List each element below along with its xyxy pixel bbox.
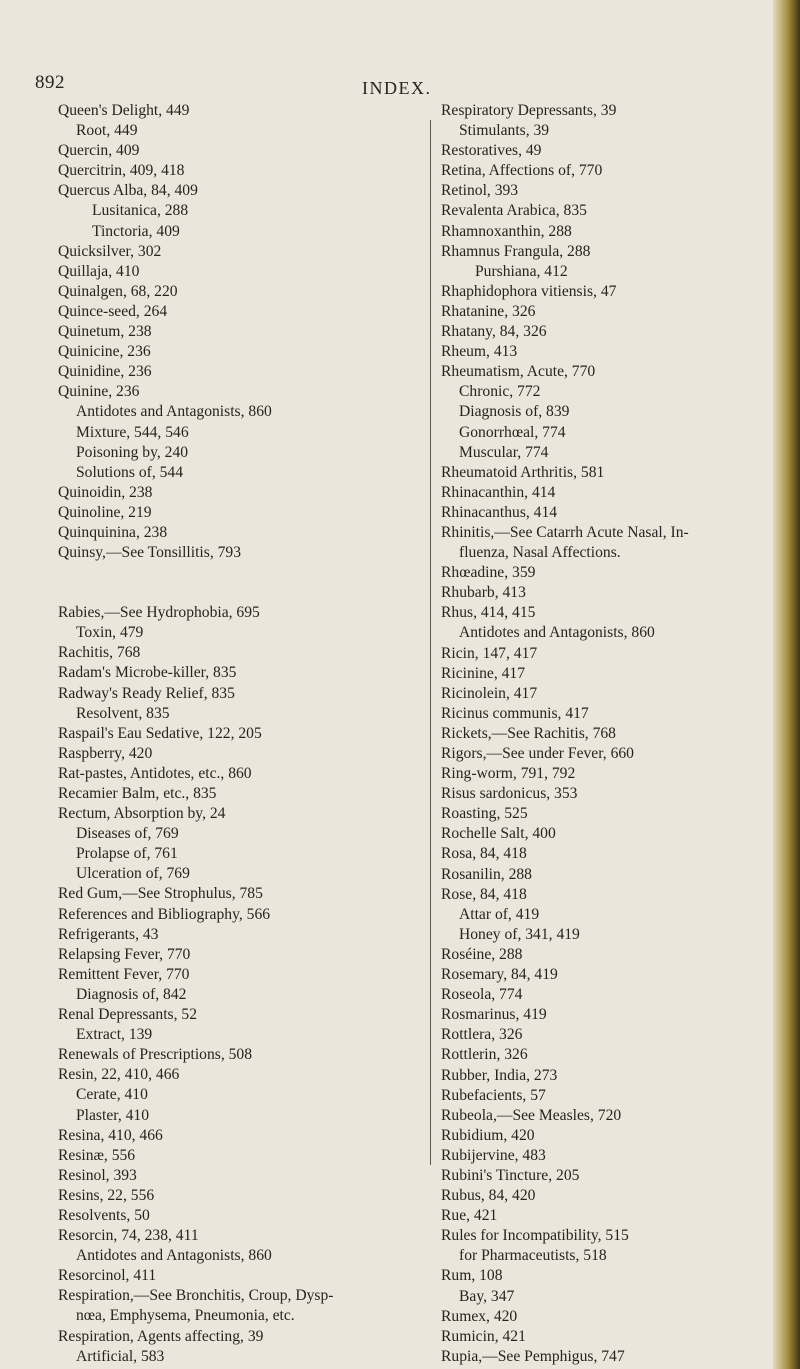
index-entry: Rubini's Tincture, 205 [441, 1166, 580, 1184]
index-entry: nœa, Emphysema, Pneumonia, etc. [76, 1307, 295, 1325]
index-entry: Rumex, 420 [441, 1307, 518, 1325]
index-entry: Antidotes and Antagonists, 860 [76, 1247, 272, 1265]
index-entry: Renewals of Prescriptions, 508 [58, 1046, 253, 1064]
index-entry: Quercus Alba, 84, 409 [58, 182, 198, 200]
index-entry: Rubber, India, 273 [441, 1066, 558, 1084]
page-number: 892 [35, 72, 65, 93]
index-entry: Quinoidin, 238 [58, 483, 153, 501]
index-entry: Rachitis, 768 [58, 644, 141, 662]
index-entry: Rottlera, 326 [441, 1026, 523, 1044]
section-gap [58, 563, 414, 603]
index-entry: Rhatanine, 326 [441, 302, 536, 320]
index-entry: Rubijervine, 483 [441, 1146, 546, 1164]
index-entry: Antidotes and Antagonists, 860 [76, 403, 272, 421]
index-entry: Resorcinol, 411 [58, 1267, 157, 1285]
index-column-left [58, 101, 414, 1367]
index-entry: Rhatany, 84, 326 [441, 323, 547, 341]
index-entry: Rheumatoid Arthritis, 581 [441, 463, 605, 481]
index-entry: Respiratory Depressants, 39 [441, 102, 617, 119]
index-entry: Diagnosis of, 842 [76, 985, 187, 1003]
index-entry: Renal Depressants, 52 [58, 1006, 198, 1024]
index-entry: Rue, 421 [441, 1207, 498, 1225]
index-entry: Rubefacients, 57 [441, 1086, 546, 1104]
index-entry: Ring-worm, 791, 792 [441, 765, 576, 783]
index-entry: Extract, 139 [76, 1026, 153, 1044]
index-entry: Red Gum,—See Strophulus, 785 [58, 885, 263, 903]
index-entry: Quinicine, 236 [58, 343, 151, 361]
index-entry: Rules for Incompatibility, 515 [441, 1227, 629, 1245]
index-entry: Quinoline, 219 [58, 503, 152, 521]
index-entry: Rhinitis,—See Catarrh Acute Nasal, In- [441, 523, 689, 541]
index-entry: Resolvent, 835 [76, 704, 170, 722]
page-title: INDEX. [362, 78, 432, 98]
index-entry: Raspberry, 420 [58, 744, 153, 762]
index-entry: Purshiana, 412 [475, 262, 568, 280]
index-entry: Quinsy,—See Tonsillitis, 793 [58, 544, 242, 562]
index-entry: Rhinacanthin, 414 [441, 483, 556, 501]
index-entry: Toxin, 479 [76, 624, 144, 642]
index-entry: Rheumatism, Acute, 770 [441, 363, 596, 381]
index-entry: Attar of, 419 [459, 905, 540, 923]
index-entry: Diagnosis of, 839 [459, 403, 570, 421]
index-entry: Ricin, 147, 417 [441, 644, 538, 662]
index-entry: Relapsing Fever, 770 [58, 945, 191, 963]
index-entry: Quinquinina, 238 [58, 523, 168, 541]
index-entry: Rumicin, 421 [441, 1327, 526, 1345]
index-entry: Risus sardonicus, 353 [441, 785, 578, 803]
index-entry: Revalenta Arabica, 835 [441, 202, 587, 220]
index-entry: Ricinine, 417 [441, 664, 526, 682]
index-entry: Resina, 410, 466 [58, 1126, 163, 1144]
index-entry: Rosmarinus, 419 [441, 1006, 547, 1024]
index-entry: Rigors,—See under Fever, 660 [441, 745, 634, 762]
index-entry: Lusitanica, 288 [92, 202, 189, 220]
index-entry: Resin, 22, 410, 466 [58, 1066, 180, 1084]
index-entry: Quinetum, 238 [58, 323, 152, 341]
index-entry: Rosa, 84, 418 [441, 845, 527, 863]
index-entry: Plaster, 410 [76, 1106, 150, 1124]
index-entry: Retina, Affections of, 770 [441, 162, 603, 180]
index-column-right [441, 101, 766, 1367]
index-entry: Quercitrin, 409, 418 [58, 162, 185, 180]
index-entry: Rosanilin, 288 [441, 865, 532, 883]
index-entry: Tinctoria, 409 [92, 222, 180, 240]
index-entry: fluenza, Nasal Affections. [459, 544, 621, 562]
index-entry: Mixture, 544, 546 [76, 423, 189, 441]
index-entry: Honey of, 341, 419 [459, 925, 580, 943]
index-entry: Rosemary, 84, 419 [441, 966, 558, 984]
index-entry: Quinalgen, 68, 220 [58, 282, 178, 300]
index-entry: Poisoning by, 240 [76, 443, 189, 461]
index-entry: Rhinacanthus, 414 [441, 503, 558, 521]
index-entry: Recamier Balm, etc., 835 [58, 785, 217, 802]
index-entry: Remittent Fever, 770 [58, 965, 190, 983]
index-entry: Quince-seed, 264 [58, 302, 168, 320]
index-entry: Rheum, 413 [441, 343, 518, 361]
index-entry: Rochelle Salt, 400 [441, 825, 556, 843]
index-entry: Bay, 347 [459, 1287, 515, 1305]
index-entry: Quinine, 236 [58, 383, 140, 401]
index-entry: Root, 449 [76, 122, 138, 140]
index-entry: Muscular, 774 [459, 443, 549, 461]
index-entry: Roasting, 525 [441, 805, 528, 823]
index-entry: Rum, 108 [441, 1267, 503, 1285]
index-entry: Quicksilver, 302 [58, 242, 162, 260]
index-entry: Rubus, 84, 420 [441, 1187, 536, 1205]
index-entry: Quillaja, 410 [58, 262, 140, 280]
index-entry: Rhubarb, 413 [441, 584, 526, 602]
index-entry: Rupia,—See Pemphigus, 747 [441, 1347, 625, 1365]
index-entry: Diseases of, 769 [76, 825, 179, 843]
index-entry: Rhœadine, 359 [441, 564, 536, 582]
index-entry: Rickets,—See Rachitis, 768 [441, 724, 616, 742]
index-entry: Rottlerin, 326 [441, 1046, 528, 1064]
index-entry: Prolapse of, 761 [76, 845, 178, 863]
index-entry: for Pharmaceutists, 518 [459, 1247, 607, 1265]
index-entry: Quinidine, 236 [58, 363, 152, 381]
index-entry: Quercin, 409 [58, 142, 140, 160]
index-entry: Roseola, 774 [441, 986, 523, 1004]
index-entry: Restoratives, 49 [441, 142, 542, 160]
index-entry: Radam's Microbe-killer, 835 [58, 664, 237, 682]
index-entry: Resorcin, 74, 238, 411 [58, 1227, 199, 1245]
index-entry: Rhamnoxanthin, 288 [441, 222, 572, 240]
index-entry: Resins, 22, 556 [58, 1186, 155, 1204]
index-entry: Rabies,—See Hydrophobia, 695 [58, 604, 260, 622]
index-entry: Ulceration of, 769 [76, 865, 190, 883]
index-entry: Rose, 84, 418 [441, 885, 527, 903]
index-entry: Solutions of, 544 [76, 463, 184, 481]
index-entry: Rhaphidophora vitiensis, 47 [441, 282, 617, 300]
index-entry: Respiration, Agents affecting, 39 [58, 1327, 264, 1345]
index-entry: Antidotes and Antagonists, 860 [459, 624, 655, 642]
index-entry: Rhus, 414, 415 [441, 604, 536, 622]
index-entry: Resinol, 393 [58, 1166, 137, 1184]
index-entry: Chronic, 772 [459, 383, 541, 401]
column-divider [430, 120, 431, 1165]
index-entry: Retinol, 393 [441, 182, 519, 200]
index-entry: References and Bibliography, 566 [58, 905, 271, 923]
index-entry: Ricinus communis, 417 [441, 704, 589, 722]
index-entry: Radway's Ready Relief, 835 [58, 684, 235, 702]
index-entry: Stimulants, 39 [459, 122, 550, 140]
index-entry: Rat-pastes, Antidotes, etc., 860 [58, 764, 252, 782]
index-entry: Roséine, 288 [441, 945, 523, 963]
index-entry: Rhamnus Frangula, 288 [441, 242, 591, 260]
book-binding-edge [773, 0, 800, 1369]
index-entry: Queen's Delight, 449 [58, 102, 190, 119]
index-entry: Gonorrhœal, 774 [459, 423, 566, 441]
index-entry: Artificial, 583 [76, 1347, 165, 1365]
index-entry: Refrigerants, 43 [58, 925, 159, 943]
index-entry: Rubidium, 420 [441, 1126, 535, 1144]
index-entry: Raspail's Eau Sedative, 122, 205 [58, 724, 262, 742]
index-entry: Ricinolein, 417 [441, 684, 538, 702]
index-entry: Resinæ, 556 [58, 1146, 136, 1164]
index-entry: Resolvents, 50 [58, 1206, 150, 1224]
index-entry: Respiration,—See Bronchitis, Croup, Dysp- [58, 1287, 334, 1305]
index-entry: Rectum, Absorption by, 24 [58, 805, 226, 823]
index-entry: Cerate, 410 [76, 1086, 148, 1104]
index-entry: Rubeola,—See Measles, 720 [441, 1106, 622, 1124]
